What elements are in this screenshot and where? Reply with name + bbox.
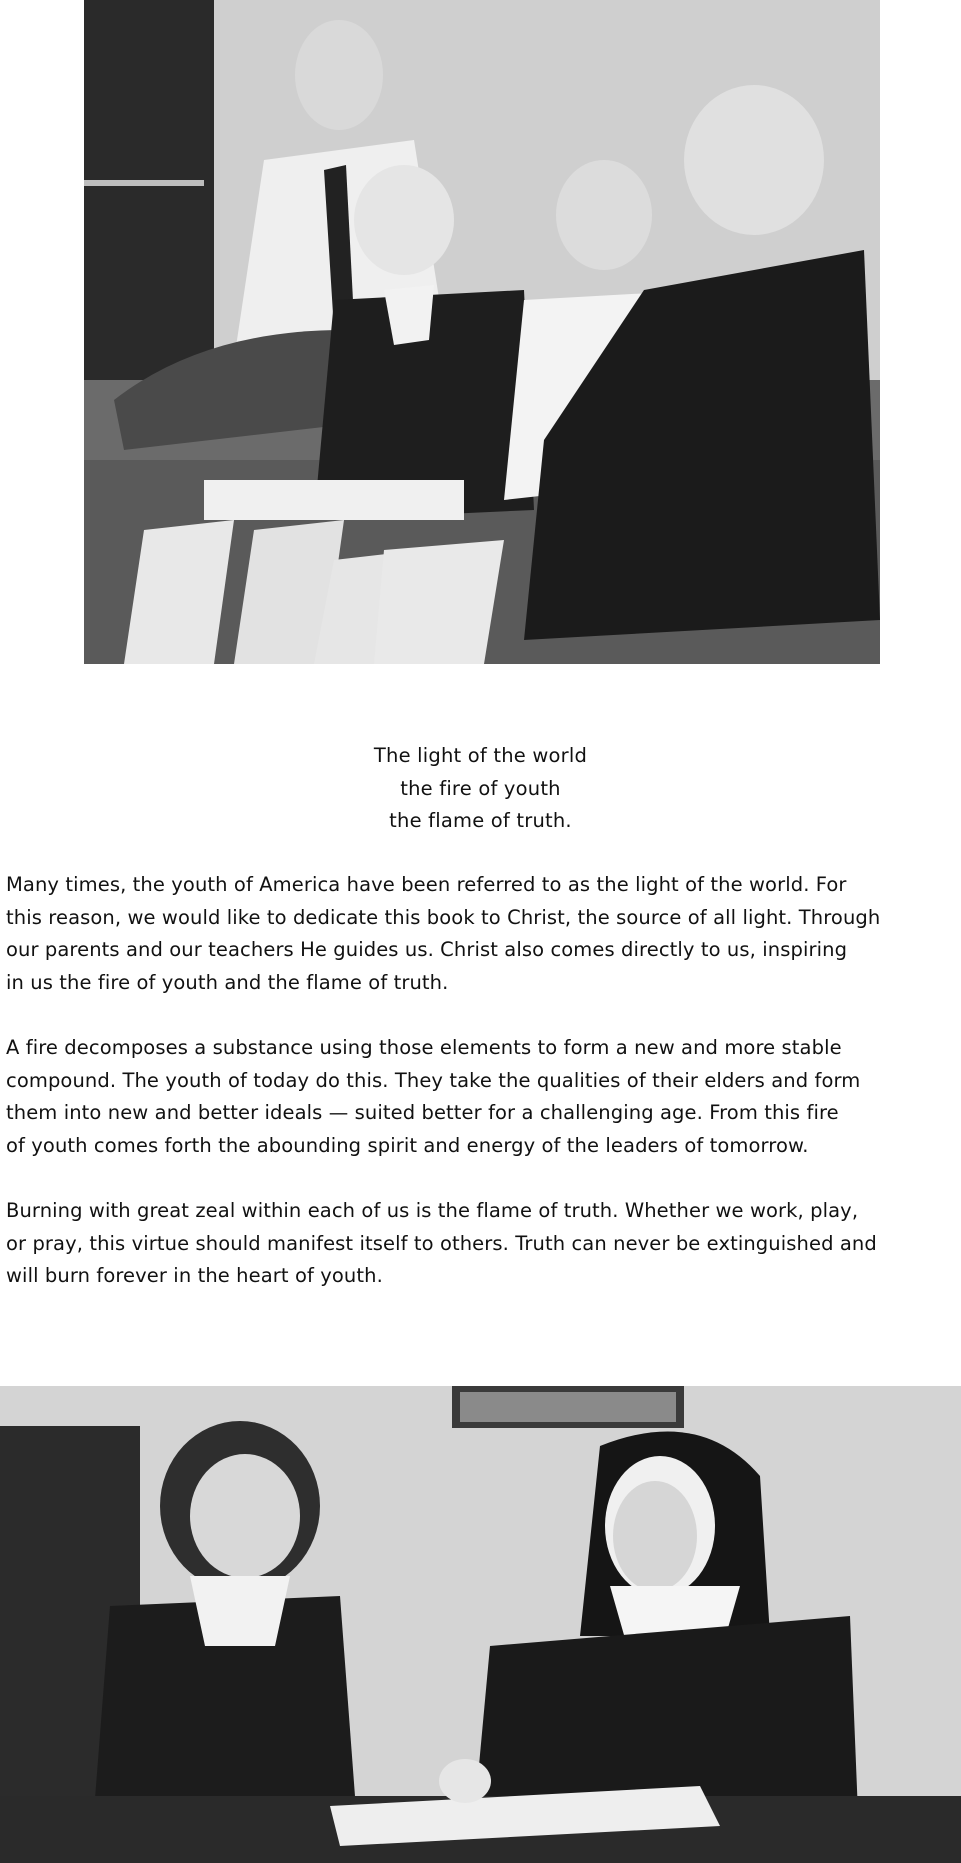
caption-line: the flame of truth. xyxy=(389,809,572,832)
caption-line: The light of the world xyxy=(373,744,588,767)
paragraph-line: our parents and our teachers He guides us. Christ also comes directly to us, inspiring xyxy=(6,938,848,961)
family-group-photo-illustration xyxy=(84,0,880,664)
paragraph-line: will burn forever in the heart of youth. xyxy=(6,1264,383,1287)
paragraph-line: Burning with great zeal within each of us is the flame of truth. Whether we work, play, xyxy=(6,1199,859,1222)
paragraph-flame xyxy=(6,1195,961,1293)
caption-line: the fire of youth xyxy=(400,776,561,800)
paragraph-line: in us the fire of youth and the flame of truth. xyxy=(6,970,449,994)
paragraph-line: of youth comes forth the abounding spirit and energy of the leaders of tomorrow. xyxy=(6,1133,809,1157)
paragraph-line: compound. The youth of today do this. They take the qualities of their elders and form xyxy=(6,1068,861,1092)
paragraph-line: or pray, this virtue should manifest itself to others. Truth can never be extinguished and xyxy=(6,1231,877,1255)
paragraph-line: A fire decomposes a substance using those elements to form a new and more stable xyxy=(6,1036,842,1059)
paragraph-fire xyxy=(6,1032,961,1162)
student-and-nun-photo xyxy=(0,1386,961,1863)
paragraph-line: them into new and better ideals — suited better for a challenging age. From this fire xyxy=(6,1101,839,1124)
paragraph-dedication xyxy=(6,869,961,999)
paragraph-line: this reason, we would like to dedicate this book to Christ, the source of all light. Through xyxy=(6,905,881,929)
caption xyxy=(0,740,961,838)
student-and-nun-photo-illustration xyxy=(0,1386,961,1863)
family-group-photo xyxy=(84,0,880,664)
paragraph-line: Many times, the youth of America have been referred to as the light of the world. For xyxy=(6,873,847,896)
